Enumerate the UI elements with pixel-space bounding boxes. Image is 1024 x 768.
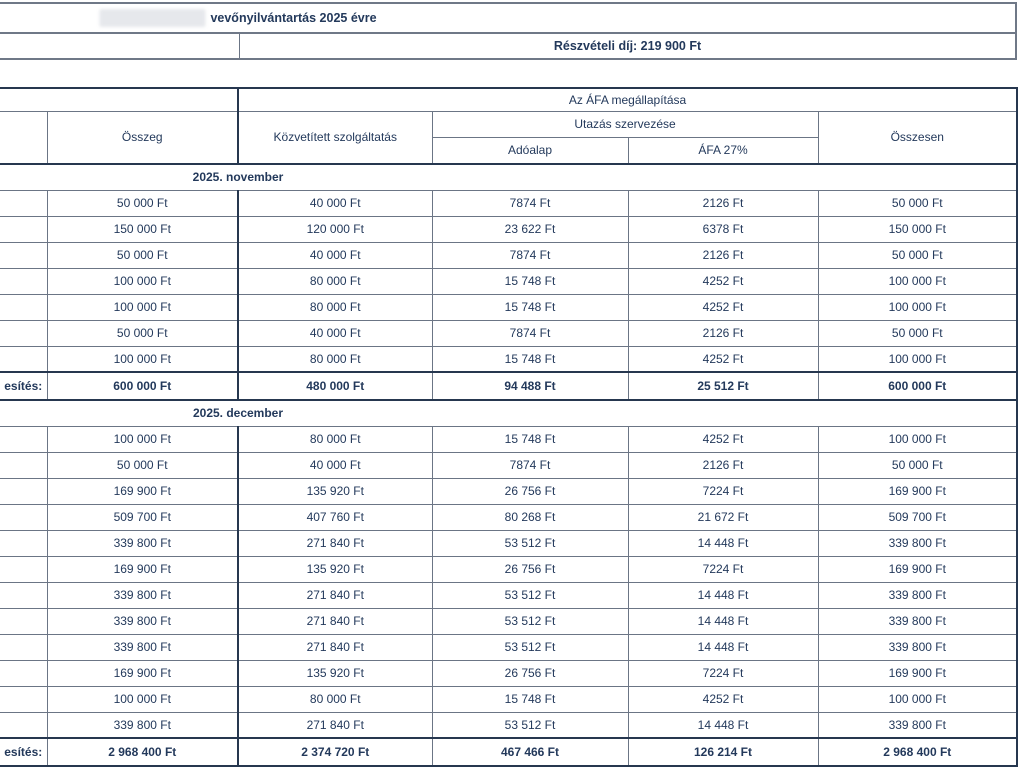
value-cell: 339 800 Ft bbox=[47, 582, 238, 608]
value-cell: 509 700 Ft bbox=[47, 504, 238, 530]
value-cell: 80 000 Ft bbox=[238, 346, 432, 372]
value-cell: 50 000 Ft bbox=[47, 242, 238, 268]
month-row bbox=[0, 164, 1017, 190]
total-row bbox=[0, 372, 1017, 400]
table-row bbox=[0, 686, 1017, 712]
value-cell: 4252 Ft bbox=[628, 426, 818, 452]
document-header bbox=[0, 2, 1017, 60]
row-stub-cell bbox=[0, 634, 47, 660]
value-cell: 339 800 Ft bbox=[818, 712, 1017, 738]
value-cell: 100 000 Ft bbox=[47, 426, 238, 452]
value-cell: 53 512 Ft bbox=[432, 712, 628, 738]
row-stub-cell bbox=[0, 530, 47, 556]
month-label: 2025. november bbox=[192, 170, 284, 185]
value-cell: 120 000 Ft bbox=[238, 216, 432, 242]
month-row bbox=[0, 400, 1017, 426]
row-stub-cell bbox=[0, 294, 47, 320]
value-cell: 135 920 Ft bbox=[238, 478, 432, 504]
value-cell: 2126 Ft bbox=[628, 190, 818, 216]
row-stub-cell bbox=[0, 268, 47, 294]
value-cell: 100 000 Ft bbox=[47, 346, 238, 372]
value-cell: 339 800 Ft bbox=[47, 712, 238, 738]
value-cell: 169 900 Ft bbox=[47, 478, 238, 504]
value-cell: 7874 Ft bbox=[432, 242, 628, 268]
value-cell: 169 900 Ft bbox=[47, 660, 238, 686]
row-stub-cell bbox=[0, 320, 47, 346]
row-stub-cell bbox=[0, 426, 47, 452]
value-cell: 2126 Ft bbox=[628, 320, 818, 346]
empty-cell bbox=[0, 34, 240, 58]
table-row bbox=[0, 426, 1017, 452]
value-cell: 135 920 Ft bbox=[238, 660, 432, 686]
value-cell: 53 512 Ft bbox=[432, 608, 628, 634]
table-row bbox=[0, 530, 1017, 556]
row-stub-cell bbox=[0, 504, 47, 530]
value-cell: 4252 Ft bbox=[628, 268, 818, 294]
month-cell bbox=[0, 164, 1017, 190]
column-header-afa27: ÁFA 27% bbox=[628, 137, 818, 164]
table-row bbox=[0, 582, 1017, 608]
value-cell: 50 000 Ft bbox=[818, 190, 1017, 216]
value-cell: 271 840 Ft bbox=[238, 712, 432, 738]
value-cell: 15 748 Ft bbox=[432, 346, 628, 372]
value-cell: 271 840 Ft bbox=[238, 530, 432, 556]
value-cell: 100 000 Ft bbox=[818, 294, 1017, 320]
row-stub-cell bbox=[0, 452, 47, 478]
total-label: esítés: bbox=[0, 738, 47, 766]
value-cell: 7874 Ft bbox=[432, 190, 628, 216]
row-stub-cell bbox=[0, 686, 47, 712]
total-row bbox=[0, 738, 1017, 766]
row-stub-cell bbox=[0, 660, 47, 686]
value-cell: 50 000 Ft bbox=[47, 320, 238, 346]
value-cell: 50 000 Ft bbox=[818, 452, 1017, 478]
value-cell: 23 622 Ft bbox=[432, 216, 628, 242]
value-cell: 100 000 Ft bbox=[47, 268, 238, 294]
value-cell: 53 512 Ft bbox=[432, 582, 628, 608]
header-stub-cell bbox=[0, 111, 47, 164]
value-cell: 135 920 Ft bbox=[238, 556, 432, 582]
value-cell: 7224 Ft bbox=[628, 478, 818, 504]
value-cell: 80 268 Ft bbox=[432, 504, 628, 530]
value-cell: 14 448 Ft bbox=[628, 530, 818, 556]
value-cell: 15 748 Ft bbox=[432, 294, 628, 320]
value-cell: 14 448 Ft bbox=[628, 712, 818, 738]
value-cell: 339 800 Ft bbox=[818, 634, 1017, 660]
total-value-cell: 2 968 400 Ft bbox=[818, 738, 1017, 766]
value-cell: 339 800 Ft bbox=[47, 608, 238, 634]
value-cell: 100 000 Ft bbox=[47, 294, 238, 320]
value-cell: 100 000 Ft bbox=[818, 268, 1017, 294]
value-cell: 21 672 Ft bbox=[628, 504, 818, 530]
value-cell: 80 000 Ft bbox=[238, 426, 432, 452]
value-cell: 15 748 Ft bbox=[432, 268, 628, 294]
table-row bbox=[0, 634, 1017, 660]
column-header-osszesen: Összesen bbox=[818, 111, 1017, 164]
value-cell: 80 000 Ft bbox=[238, 294, 432, 320]
value-cell: 4252 Ft bbox=[628, 294, 818, 320]
column-header-adoalap: Adóalap bbox=[432, 137, 628, 164]
value-cell: 509 700 Ft bbox=[818, 504, 1017, 530]
value-cell: 26 756 Ft bbox=[432, 478, 628, 504]
total-value-cell: 600 000 Ft bbox=[818, 372, 1017, 400]
total-value-cell: 2 968 400 Ft bbox=[47, 738, 238, 766]
value-cell: 15 748 Ft bbox=[432, 686, 628, 712]
value-cell: 169 900 Ft bbox=[818, 660, 1017, 686]
table-row bbox=[0, 608, 1017, 634]
value-cell: 50 000 Ft bbox=[47, 190, 238, 216]
value-cell: 80 000 Ft bbox=[238, 268, 432, 294]
value-cell: 7874 Ft bbox=[432, 320, 628, 346]
month-label: 2025. december bbox=[192, 406, 284, 421]
value-cell: 339 800 Ft bbox=[47, 634, 238, 660]
redacted-name-blur bbox=[99, 9, 205, 27]
value-cell: 169 900 Ft bbox=[818, 556, 1017, 582]
table-row bbox=[0, 712, 1017, 738]
table-row bbox=[0, 320, 1017, 346]
total-value-cell: 25 512 Ft bbox=[628, 372, 818, 400]
value-cell: 2126 Ft bbox=[628, 242, 818, 268]
column-header-utazas: Utazás szervezése bbox=[432, 111, 818, 137]
page-title: vevőnyilvántartás 2025 évre bbox=[210, 11, 377, 25]
value-cell: 271 840 Ft bbox=[238, 634, 432, 660]
table-row bbox=[0, 190, 1017, 216]
total-value-cell: 600 000 Ft bbox=[47, 372, 238, 400]
value-cell: 169 900 Ft bbox=[47, 556, 238, 582]
total-value-cell: 94 488 Ft bbox=[432, 372, 628, 400]
value-cell: 80 000 Ft bbox=[238, 686, 432, 712]
total-value-cell: 467 466 Ft bbox=[432, 738, 628, 766]
value-cell: 339 800 Ft bbox=[47, 530, 238, 556]
value-cell: 50 000 Ft bbox=[818, 242, 1017, 268]
value-cell: 339 800 Ft bbox=[818, 530, 1017, 556]
value-cell: 26 756 Ft bbox=[432, 556, 628, 582]
value-cell: 339 800 Ft bbox=[818, 608, 1017, 634]
table-row bbox=[0, 268, 1017, 294]
value-cell: 53 512 Ft bbox=[432, 530, 628, 556]
vat-table-head bbox=[0, 88, 1017, 164]
row-stub-cell bbox=[0, 190, 47, 216]
value-cell: 50 000 Ft bbox=[818, 320, 1017, 346]
value-cell: 407 760 Ft bbox=[238, 504, 432, 530]
table-row bbox=[0, 556, 1017, 582]
column-header-osszeg: Összeg bbox=[47, 111, 238, 164]
table-row bbox=[0, 504, 1017, 530]
value-cell: 100 000 Ft bbox=[47, 686, 238, 712]
fee-row bbox=[0, 32, 1017, 60]
title-row bbox=[0, 2, 1017, 32]
title-group bbox=[99, 9, 376, 27]
row-stub-cell bbox=[0, 216, 47, 242]
vat-table-body bbox=[0, 164, 1017, 766]
value-cell: 40 000 Ft bbox=[238, 190, 432, 216]
value-cell: 15 748 Ft bbox=[432, 426, 628, 452]
row-stub-cell bbox=[0, 582, 47, 608]
header-afa-title: Az ÁFA megállapítása bbox=[238, 88, 1017, 111]
value-cell: 14 448 Ft bbox=[628, 608, 818, 634]
value-cell: 6378 Ft bbox=[628, 216, 818, 242]
value-cell: 26 756 Ft bbox=[432, 660, 628, 686]
value-cell: 14 448 Ft bbox=[628, 634, 818, 660]
value-cell: 2126 Ft bbox=[628, 452, 818, 478]
table-row bbox=[0, 452, 1017, 478]
month-cell bbox=[0, 400, 1017, 426]
value-cell: 53 512 Ft bbox=[432, 634, 628, 660]
value-cell: 4252 Ft bbox=[628, 686, 818, 712]
row-stub-cell bbox=[0, 608, 47, 634]
value-cell: 100 000 Ft bbox=[818, 686, 1017, 712]
value-cell: 271 840 Ft bbox=[238, 582, 432, 608]
table-row bbox=[0, 660, 1017, 686]
value-cell: 40 000 Ft bbox=[238, 320, 432, 346]
header-empty-cell bbox=[0, 88, 238, 111]
value-cell: 4252 Ft bbox=[628, 346, 818, 372]
value-cell: 7874 Ft bbox=[432, 452, 628, 478]
table-row bbox=[0, 346, 1017, 372]
row-stub-cell bbox=[0, 556, 47, 582]
value-cell: 271 840 Ft bbox=[238, 608, 432, 634]
value-cell: 150 000 Ft bbox=[818, 216, 1017, 242]
value-cell: 40 000 Ft bbox=[238, 452, 432, 478]
value-cell: 40 000 Ft bbox=[238, 242, 432, 268]
value-cell: 7224 Ft bbox=[628, 660, 818, 686]
total-value-cell: 480 000 Ft bbox=[238, 372, 432, 400]
value-cell: 169 900 Ft bbox=[818, 478, 1017, 504]
column-header-kozvetitett: Közvetített szolgáltatás bbox=[238, 111, 432, 164]
table-row bbox=[0, 478, 1017, 504]
table-row bbox=[0, 216, 1017, 242]
table-row bbox=[0, 294, 1017, 320]
total-value-cell: 126 214 Ft bbox=[628, 738, 818, 766]
value-cell: 339 800 Ft bbox=[818, 582, 1017, 608]
value-cell: 100 000 Ft bbox=[818, 426, 1017, 452]
row-stub-cell bbox=[0, 478, 47, 504]
value-cell: 7224 Ft bbox=[628, 556, 818, 582]
row-stub-cell bbox=[0, 712, 47, 738]
row-stub-cell bbox=[0, 346, 47, 372]
value-cell: 50 000 Ft bbox=[47, 452, 238, 478]
participation-fee: Részvételi díj: 219 900 Ft bbox=[553, 39, 702, 53]
total-label: esítés: bbox=[0, 372, 47, 400]
vat-table bbox=[0, 87, 1018, 767]
value-cell: 14 448 Ft bbox=[628, 582, 818, 608]
row-stub-cell bbox=[0, 242, 47, 268]
value-cell: 150 000 Ft bbox=[47, 216, 238, 242]
value-cell: 100 000 Ft bbox=[818, 346, 1017, 372]
total-value-cell: 2 374 720 Ft bbox=[238, 738, 432, 766]
table-row bbox=[0, 242, 1017, 268]
